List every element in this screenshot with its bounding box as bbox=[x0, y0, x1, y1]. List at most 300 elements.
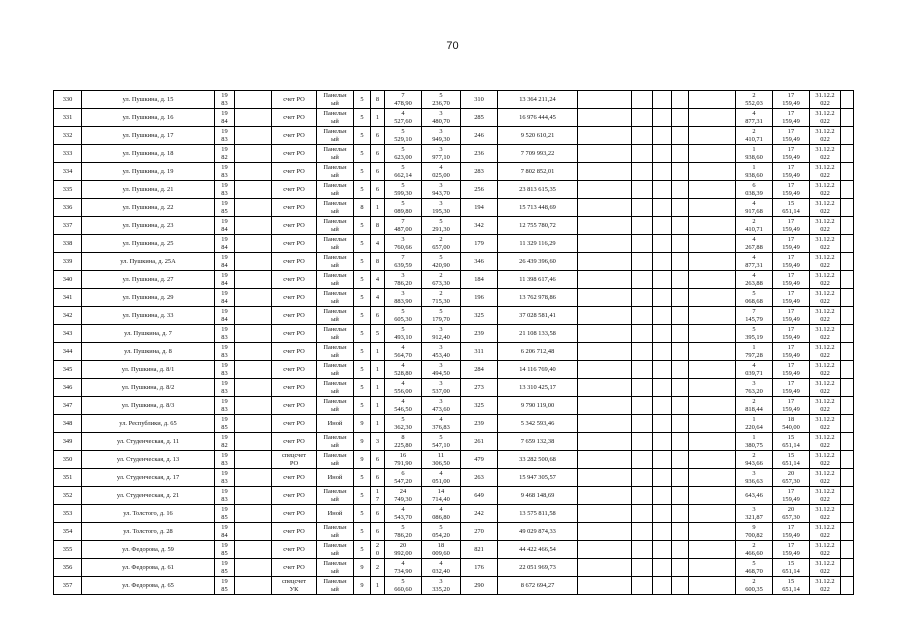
blank-cell bbox=[653, 523, 672, 541]
page-number: 70 bbox=[446, 40, 459, 52]
total-cost-cell: 26 439 396,60 bbox=[498, 253, 578, 271]
blank-cell bbox=[672, 145, 689, 163]
address-cell: ул. Пушкина, д. 8/2 bbox=[82, 379, 215, 397]
blank-cell bbox=[653, 451, 672, 469]
blank-cell bbox=[841, 523, 854, 541]
blank-cell bbox=[578, 469, 632, 487]
blank-cell bbox=[235, 541, 272, 559]
floors-cell: 5 bbox=[354, 361, 371, 379]
total-cost-cell: 5 342 593,46 bbox=[498, 415, 578, 433]
total-cost-cell: 13 575 811,58 bbox=[498, 505, 578, 523]
total-area-cell: 4 528,80 bbox=[385, 361, 422, 379]
wall-material-cell: Панельн ый bbox=[317, 289, 354, 307]
max-cost-per-sqm-cell: 17 159,49 bbox=[773, 109, 810, 127]
living-area-cell: 5 547,10 bbox=[422, 433, 461, 451]
cost-per-sqm-cell: 5 395,19 bbox=[736, 325, 773, 343]
blank-cell bbox=[632, 181, 653, 199]
total-cost-cell: 13 762 978,86 bbox=[498, 289, 578, 307]
living-area-cell: 3 195,30 bbox=[422, 199, 461, 217]
blank-cell bbox=[632, 469, 653, 487]
table-row bbox=[54, 379, 854, 397]
entrances-cell: 2 bbox=[371, 559, 385, 577]
row-number-cell: 346 bbox=[54, 379, 82, 397]
wall-material-cell: Панельн ый bbox=[317, 577, 354, 595]
row-number-cell: 352 bbox=[54, 487, 82, 505]
blank-cell bbox=[578, 235, 632, 253]
blank-cell bbox=[672, 433, 689, 451]
table-row bbox=[54, 577, 854, 595]
floors-cell: 5 bbox=[354, 271, 371, 289]
residents-cell: 179 bbox=[461, 235, 498, 253]
row-number-cell: 353 bbox=[54, 505, 82, 523]
year-cell: 19 85 bbox=[215, 199, 235, 217]
year-cell: 19 83 bbox=[215, 181, 235, 199]
year-cell: 19 84 bbox=[215, 307, 235, 325]
total-cost-cell: 15 713 448,69 bbox=[498, 199, 578, 217]
blank-cell bbox=[841, 91, 854, 109]
blank-cell bbox=[653, 199, 672, 217]
total-cost-cell: 33 282 500,68 bbox=[498, 451, 578, 469]
address-cell: ул. Республики, д. 65 bbox=[82, 415, 215, 433]
cost-per-sqm-cell: 6 038,39 bbox=[736, 181, 773, 199]
blank-cell bbox=[578, 397, 632, 415]
living-area-cell: 3 480,70 bbox=[422, 109, 461, 127]
total-cost-cell: 11 398 617,46 bbox=[498, 271, 578, 289]
year-cell: 19 83 bbox=[215, 127, 235, 145]
completion-date-cell: 31.12.2 022 bbox=[810, 109, 841, 127]
entrances-cell: 1 bbox=[371, 343, 385, 361]
table-row bbox=[54, 145, 854, 163]
completion-date-cell: 31.12.2 022 bbox=[810, 361, 841, 379]
completion-date-cell: 31.12.2 022 bbox=[810, 271, 841, 289]
living-area-cell: 5 420,90 bbox=[422, 253, 461, 271]
cost-per-sqm-cell: 1 938,60 bbox=[736, 145, 773, 163]
blank-cell bbox=[235, 145, 272, 163]
blank-cell bbox=[841, 217, 854, 235]
address-cell: ул. Пушкина, д. 8/1 bbox=[82, 361, 215, 379]
address-cell: ул. Федорова, д. 59 bbox=[82, 541, 215, 559]
entrances-cell: 6 bbox=[371, 307, 385, 325]
blank-cell bbox=[578, 127, 632, 145]
total-cost-cell: 11 329 116,29 bbox=[498, 235, 578, 253]
residents-cell: 325 bbox=[461, 307, 498, 325]
max-cost-per-sqm-cell: 17 159,49 bbox=[773, 289, 810, 307]
blank-cell bbox=[841, 415, 854, 433]
year-cell: 19 85 bbox=[215, 541, 235, 559]
blank-cell bbox=[841, 451, 854, 469]
max-cost-per-sqm-cell: 15 651,14 bbox=[773, 577, 810, 595]
row-number-cell: 350 bbox=[54, 451, 82, 469]
blank-cell bbox=[578, 415, 632, 433]
blank-cell bbox=[672, 289, 689, 307]
blank-cell bbox=[841, 325, 854, 343]
total-area-cell: 6 547,20 bbox=[385, 469, 422, 487]
blank-cell bbox=[672, 181, 689, 199]
total-area-cell: 3 786,20 bbox=[385, 271, 422, 289]
entrances-cell: 6 bbox=[371, 163, 385, 181]
blank-cell bbox=[689, 145, 736, 163]
row-number-cell: 342 bbox=[54, 307, 82, 325]
blank-cell bbox=[689, 289, 736, 307]
max-cost-per-sqm-cell: 17 159,49 bbox=[773, 523, 810, 541]
max-cost-per-sqm-cell: 17 159,49 bbox=[773, 145, 810, 163]
total-area-cell: 24 749,30 bbox=[385, 487, 422, 505]
max-cost-per-sqm-cell: 17 159,49 bbox=[773, 325, 810, 343]
year-cell: 19 85 bbox=[215, 505, 235, 523]
year-cell: 19 84 bbox=[215, 271, 235, 289]
floors-cell: 9 bbox=[354, 433, 371, 451]
total-area-cell: 8 225,80 bbox=[385, 433, 422, 451]
residents-cell: 176 bbox=[461, 559, 498, 577]
account-type-cell: счет РО bbox=[272, 199, 317, 217]
entrances-cell: 6 bbox=[371, 181, 385, 199]
blank-cell bbox=[235, 163, 272, 181]
table-row bbox=[54, 397, 854, 415]
blank-cell bbox=[672, 379, 689, 397]
living-area-cell: 4 025,00 bbox=[422, 163, 461, 181]
total-area-cell: 16 791,90 bbox=[385, 451, 422, 469]
blank-cell bbox=[672, 253, 689, 271]
floors-cell: 8 bbox=[354, 199, 371, 217]
blank-cell bbox=[578, 163, 632, 181]
residents-cell: 346 bbox=[461, 253, 498, 271]
cost-per-sqm-cell: 2 600,35 bbox=[736, 577, 773, 595]
blank-cell bbox=[632, 199, 653, 217]
total-cost-cell: 7 659 132,38 bbox=[498, 433, 578, 451]
blank-cell bbox=[632, 253, 653, 271]
blank-cell bbox=[672, 415, 689, 433]
wall-material-cell: Панельн ый bbox=[317, 307, 354, 325]
residents-cell: 239 bbox=[461, 325, 498, 343]
living-area-cell: 5 236,70 bbox=[422, 91, 461, 109]
residents-cell: 236 bbox=[461, 145, 498, 163]
blank-cell bbox=[672, 343, 689, 361]
blank-cell bbox=[235, 451, 272, 469]
table-row bbox=[54, 235, 854, 253]
floors-cell: 5 bbox=[354, 253, 371, 271]
floors-cell: 9 bbox=[354, 415, 371, 433]
cost-per-sqm-cell: 7 145,79 bbox=[736, 307, 773, 325]
floors-cell: 5 bbox=[354, 163, 371, 181]
max-cost-per-sqm-cell: 17 159,49 bbox=[773, 91, 810, 109]
max-cost-per-sqm-cell: 17 159,49 bbox=[773, 163, 810, 181]
blank-cell bbox=[653, 289, 672, 307]
living-area-cell: 4 086,80 bbox=[422, 505, 461, 523]
address-cell: ул. Пушкина, д. 8/3 bbox=[82, 397, 215, 415]
year-cell: 19 85 bbox=[215, 415, 235, 433]
year-cell: 19 85 bbox=[215, 577, 235, 595]
total-area-cell: 20 992,00 bbox=[385, 541, 422, 559]
living-area-cell: 18 009,60 bbox=[422, 541, 461, 559]
address-cell: ул. Студенческая, д. 11 bbox=[82, 433, 215, 451]
blank-cell bbox=[689, 433, 736, 451]
blank-cell bbox=[841, 577, 854, 595]
completion-date-cell: 31.12.2 022 bbox=[810, 307, 841, 325]
table-row bbox=[54, 415, 854, 433]
residents-cell: 283 bbox=[461, 163, 498, 181]
blank-cell bbox=[235, 127, 272, 145]
wall-material-cell: Панельн ый bbox=[317, 217, 354, 235]
cost-per-sqm-cell: 1 938,60 bbox=[736, 163, 773, 181]
entrances-cell: 6 bbox=[371, 523, 385, 541]
blank-cell bbox=[632, 217, 653, 235]
row-number-cell: 334 bbox=[54, 163, 82, 181]
account-type-cell: счет РО bbox=[272, 109, 317, 127]
address-cell: ул. Пушкина, д. 7 bbox=[82, 325, 215, 343]
blank-cell bbox=[841, 271, 854, 289]
blank-cell bbox=[689, 343, 736, 361]
year-cell: 19 83 bbox=[215, 397, 235, 415]
total-area-cell: 5 786,20 bbox=[385, 523, 422, 541]
year-cell: 19 83 bbox=[215, 487, 235, 505]
completion-date-cell: 31.12.2 022 bbox=[810, 163, 841, 181]
table-row bbox=[54, 451, 854, 469]
blank-cell bbox=[653, 163, 672, 181]
blank-cell bbox=[689, 253, 736, 271]
total-area-cell: 4 543,70 bbox=[385, 505, 422, 523]
floors-cell: 5 bbox=[354, 91, 371, 109]
completion-date-cell: 31.12.2 022 bbox=[810, 289, 841, 307]
blank-cell bbox=[841, 559, 854, 577]
year-cell: 19 84 bbox=[215, 217, 235, 235]
total-cost-cell: 9 790 119,00 bbox=[498, 397, 578, 415]
max-cost-per-sqm-cell: 17 159,49 bbox=[773, 397, 810, 415]
year-cell: 19 84 bbox=[215, 253, 235, 271]
total-cost-cell: 49 029 874,33 bbox=[498, 523, 578, 541]
blank-cell bbox=[672, 325, 689, 343]
blank-cell bbox=[841, 343, 854, 361]
row-number-cell: 331 bbox=[54, 109, 82, 127]
residents-cell: 261 bbox=[461, 433, 498, 451]
total-area-cell: 4 527,60 bbox=[385, 109, 422, 127]
completion-date-cell: 31.12.2 022 bbox=[810, 487, 841, 505]
total-cost-cell: 6 206 712,48 bbox=[498, 343, 578, 361]
blank-cell bbox=[653, 505, 672, 523]
total-area-cell: 5 662,14 bbox=[385, 163, 422, 181]
blank-cell bbox=[653, 127, 672, 145]
account-type-cell: счет РО bbox=[272, 289, 317, 307]
floors-cell: 5 bbox=[354, 379, 371, 397]
blank-cell bbox=[841, 307, 854, 325]
blank-cell bbox=[653, 91, 672, 109]
blank-cell bbox=[578, 505, 632, 523]
wall-material-cell: Панельн ый bbox=[317, 361, 354, 379]
entrances-cell: 1 7 bbox=[371, 487, 385, 505]
total-cost-cell: 9 468 148,69 bbox=[498, 487, 578, 505]
blank-cell bbox=[689, 271, 736, 289]
total-cost-cell: 7 709 993,22 bbox=[498, 145, 578, 163]
completion-date-cell: 31.12.2 022 bbox=[810, 181, 841, 199]
address-cell: ул. Пушкина, д. 29 bbox=[82, 289, 215, 307]
table-row bbox=[54, 163, 854, 181]
blank-cell bbox=[235, 379, 272, 397]
blank-cell bbox=[672, 235, 689, 253]
address-cell: ул. Пушкина, д. 25А bbox=[82, 253, 215, 271]
blank-cell bbox=[578, 307, 632, 325]
cost-per-sqm-cell: 4 039,71 bbox=[736, 361, 773, 379]
blank-cell bbox=[632, 505, 653, 523]
blank-cell bbox=[578, 559, 632, 577]
living-area-cell: 4 376,83 bbox=[422, 415, 461, 433]
blank-cell bbox=[632, 127, 653, 145]
living-area-cell: 3 537,00 bbox=[422, 379, 461, 397]
completion-date-cell: 31.12.2 022 bbox=[810, 433, 841, 451]
living-area-cell: 3 949,30 bbox=[422, 127, 461, 145]
entrances-cell: 4 bbox=[371, 271, 385, 289]
blank-cell bbox=[632, 163, 653, 181]
address-cell: ул. Пушкина, д. 17 bbox=[82, 127, 215, 145]
max-cost-per-sqm-cell: 17 159,49 bbox=[773, 235, 810, 253]
blank-cell bbox=[653, 217, 672, 235]
blank-cell bbox=[841, 181, 854, 199]
floors-cell: 5 bbox=[354, 307, 371, 325]
max-cost-per-sqm-cell: 15 651,14 bbox=[773, 433, 810, 451]
blank-cell bbox=[578, 289, 632, 307]
blank-cell bbox=[653, 109, 672, 127]
row-number-cell: 357 bbox=[54, 577, 82, 595]
floors-cell: 5 bbox=[354, 397, 371, 415]
cost-per-sqm-cell: 9 700,82 bbox=[736, 523, 773, 541]
account-type-cell: счет РО bbox=[272, 541, 317, 559]
table-row bbox=[54, 559, 854, 577]
account-type-cell: счет РО bbox=[272, 379, 317, 397]
blank-cell bbox=[689, 109, 736, 127]
living-area-cell: 2 673,30 bbox=[422, 271, 461, 289]
total-area-cell: 5 599,30 bbox=[385, 181, 422, 199]
entrances-cell: 5 bbox=[371, 325, 385, 343]
wall-material-cell: Панельн ый bbox=[317, 397, 354, 415]
wall-material-cell: Панельн ый bbox=[317, 145, 354, 163]
blank-cell bbox=[578, 181, 632, 199]
wall-material-cell: Панельн ый bbox=[317, 199, 354, 217]
living-area-cell: 3 977,10 bbox=[422, 145, 461, 163]
blank-cell bbox=[689, 325, 736, 343]
account-type-cell: счет РО bbox=[272, 325, 317, 343]
blank-cell bbox=[689, 361, 736, 379]
address-cell: ул. Студенческая, д. 17 bbox=[82, 469, 215, 487]
wall-material-cell: Иной bbox=[317, 415, 354, 433]
cost-per-sqm-cell: 4 263,88 bbox=[736, 271, 773, 289]
completion-date-cell: 31.12.2 022 bbox=[810, 127, 841, 145]
blank-cell bbox=[235, 289, 272, 307]
max-cost-per-sqm-cell: 17 159,49 bbox=[773, 487, 810, 505]
blank-cell bbox=[841, 163, 854, 181]
table-row bbox=[54, 271, 854, 289]
wall-material-cell: Панельн ый bbox=[317, 91, 354, 109]
blank-cell bbox=[672, 361, 689, 379]
blank-cell bbox=[632, 577, 653, 595]
blank-cell bbox=[653, 415, 672, 433]
table-row bbox=[54, 343, 854, 361]
blank-cell bbox=[632, 433, 653, 451]
max-cost-per-sqm-cell: 15 651,14 bbox=[773, 559, 810, 577]
blank-cell bbox=[235, 505, 272, 523]
completion-date-cell: 31.12.2 022 bbox=[810, 217, 841, 235]
cost-per-sqm-cell: 4 877,31 bbox=[736, 109, 773, 127]
blank-cell bbox=[235, 91, 272, 109]
residents-cell: 246 bbox=[461, 127, 498, 145]
entrances-cell: 4 bbox=[371, 289, 385, 307]
completion-date-cell: 31.12.2 022 bbox=[810, 469, 841, 487]
blank-cell bbox=[689, 577, 736, 595]
blank-cell bbox=[653, 343, 672, 361]
row-number-cell: 343 bbox=[54, 325, 82, 343]
total-cost-cell: 44 422 466,54 bbox=[498, 541, 578, 559]
blank-cell bbox=[578, 91, 632, 109]
row-number-cell: 345 bbox=[54, 361, 82, 379]
floors-cell: 5 bbox=[354, 541, 371, 559]
blank-cell bbox=[578, 577, 632, 595]
blank-cell bbox=[632, 487, 653, 505]
blank-cell bbox=[841, 397, 854, 415]
blank-cell bbox=[653, 145, 672, 163]
row-number-cell: 332 bbox=[54, 127, 82, 145]
max-cost-per-sqm-cell: 20 657,30 bbox=[773, 505, 810, 523]
year-cell: 19 83 bbox=[215, 469, 235, 487]
year-cell: 19 82 bbox=[215, 433, 235, 451]
table-row bbox=[54, 109, 854, 127]
blank-cell bbox=[841, 487, 854, 505]
blank-cell bbox=[235, 577, 272, 595]
living-area-cell: 11 306,50 bbox=[422, 451, 461, 469]
blank-cell bbox=[578, 541, 632, 559]
max-cost-per-sqm-cell: 17 159,49 bbox=[773, 379, 810, 397]
address-cell: ул. Пушкина, д. 22 bbox=[82, 199, 215, 217]
account-type-cell: счет РО bbox=[272, 91, 317, 109]
total-cost-cell: 21 108 133,58 bbox=[498, 325, 578, 343]
account-type-cell: счет РО bbox=[272, 253, 317, 271]
blank-cell bbox=[235, 487, 272, 505]
residents-cell: 821 bbox=[461, 541, 498, 559]
blank-cell bbox=[672, 505, 689, 523]
blank-cell bbox=[841, 199, 854, 217]
cost-per-sqm-cell: 3 321,87 bbox=[736, 505, 773, 523]
account-type-cell: счет РО bbox=[272, 505, 317, 523]
residents-cell: 290 bbox=[461, 577, 498, 595]
residents-cell: 270 bbox=[461, 523, 498, 541]
living-area-cell: 3 494,50 bbox=[422, 361, 461, 379]
floors-cell: 9 bbox=[354, 451, 371, 469]
blank-cell bbox=[841, 145, 854, 163]
blank-cell bbox=[689, 127, 736, 145]
total-area-cell: 5 529,10 bbox=[385, 127, 422, 145]
blank-cell bbox=[235, 253, 272, 271]
entrances-cell: 8 bbox=[371, 217, 385, 235]
blank-cell bbox=[578, 433, 632, 451]
wall-material-cell: Панельн ый bbox=[317, 181, 354, 199]
entrances-cell: 1 bbox=[371, 577, 385, 595]
completion-date-cell: 31.12.2 022 bbox=[810, 253, 841, 271]
wall-material-cell: Панельн ый bbox=[317, 559, 354, 577]
address-cell: ул. Пушкина, д. 33 bbox=[82, 307, 215, 325]
blank-cell bbox=[632, 541, 653, 559]
residents-cell: 184 bbox=[461, 271, 498, 289]
year-cell: 19 83 bbox=[215, 379, 235, 397]
total-area-cell: 5 605,30 bbox=[385, 307, 422, 325]
blank-cell bbox=[689, 505, 736, 523]
blank-cell bbox=[841, 127, 854, 145]
total-cost-cell: 22 051 969,73 bbox=[498, 559, 578, 577]
address-cell: ул. Пушкина, д. 18 bbox=[82, 145, 215, 163]
residents-cell: 342 bbox=[461, 217, 498, 235]
address-cell: ул. Пушкина, д. 8 bbox=[82, 343, 215, 361]
floors-cell: 5 bbox=[354, 469, 371, 487]
total-area-cell: 3 883,90 bbox=[385, 289, 422, 307]
total-area-cell: 5 623,00 bbox=[385, 145, 422, 163]
wall-material-cell: Панельн ый bbox=[317, 379, 354, 397]
blank-cell bbox=[632, 145, 653, 163]
blank-cell bbox=[578, 271, 632, 289]
